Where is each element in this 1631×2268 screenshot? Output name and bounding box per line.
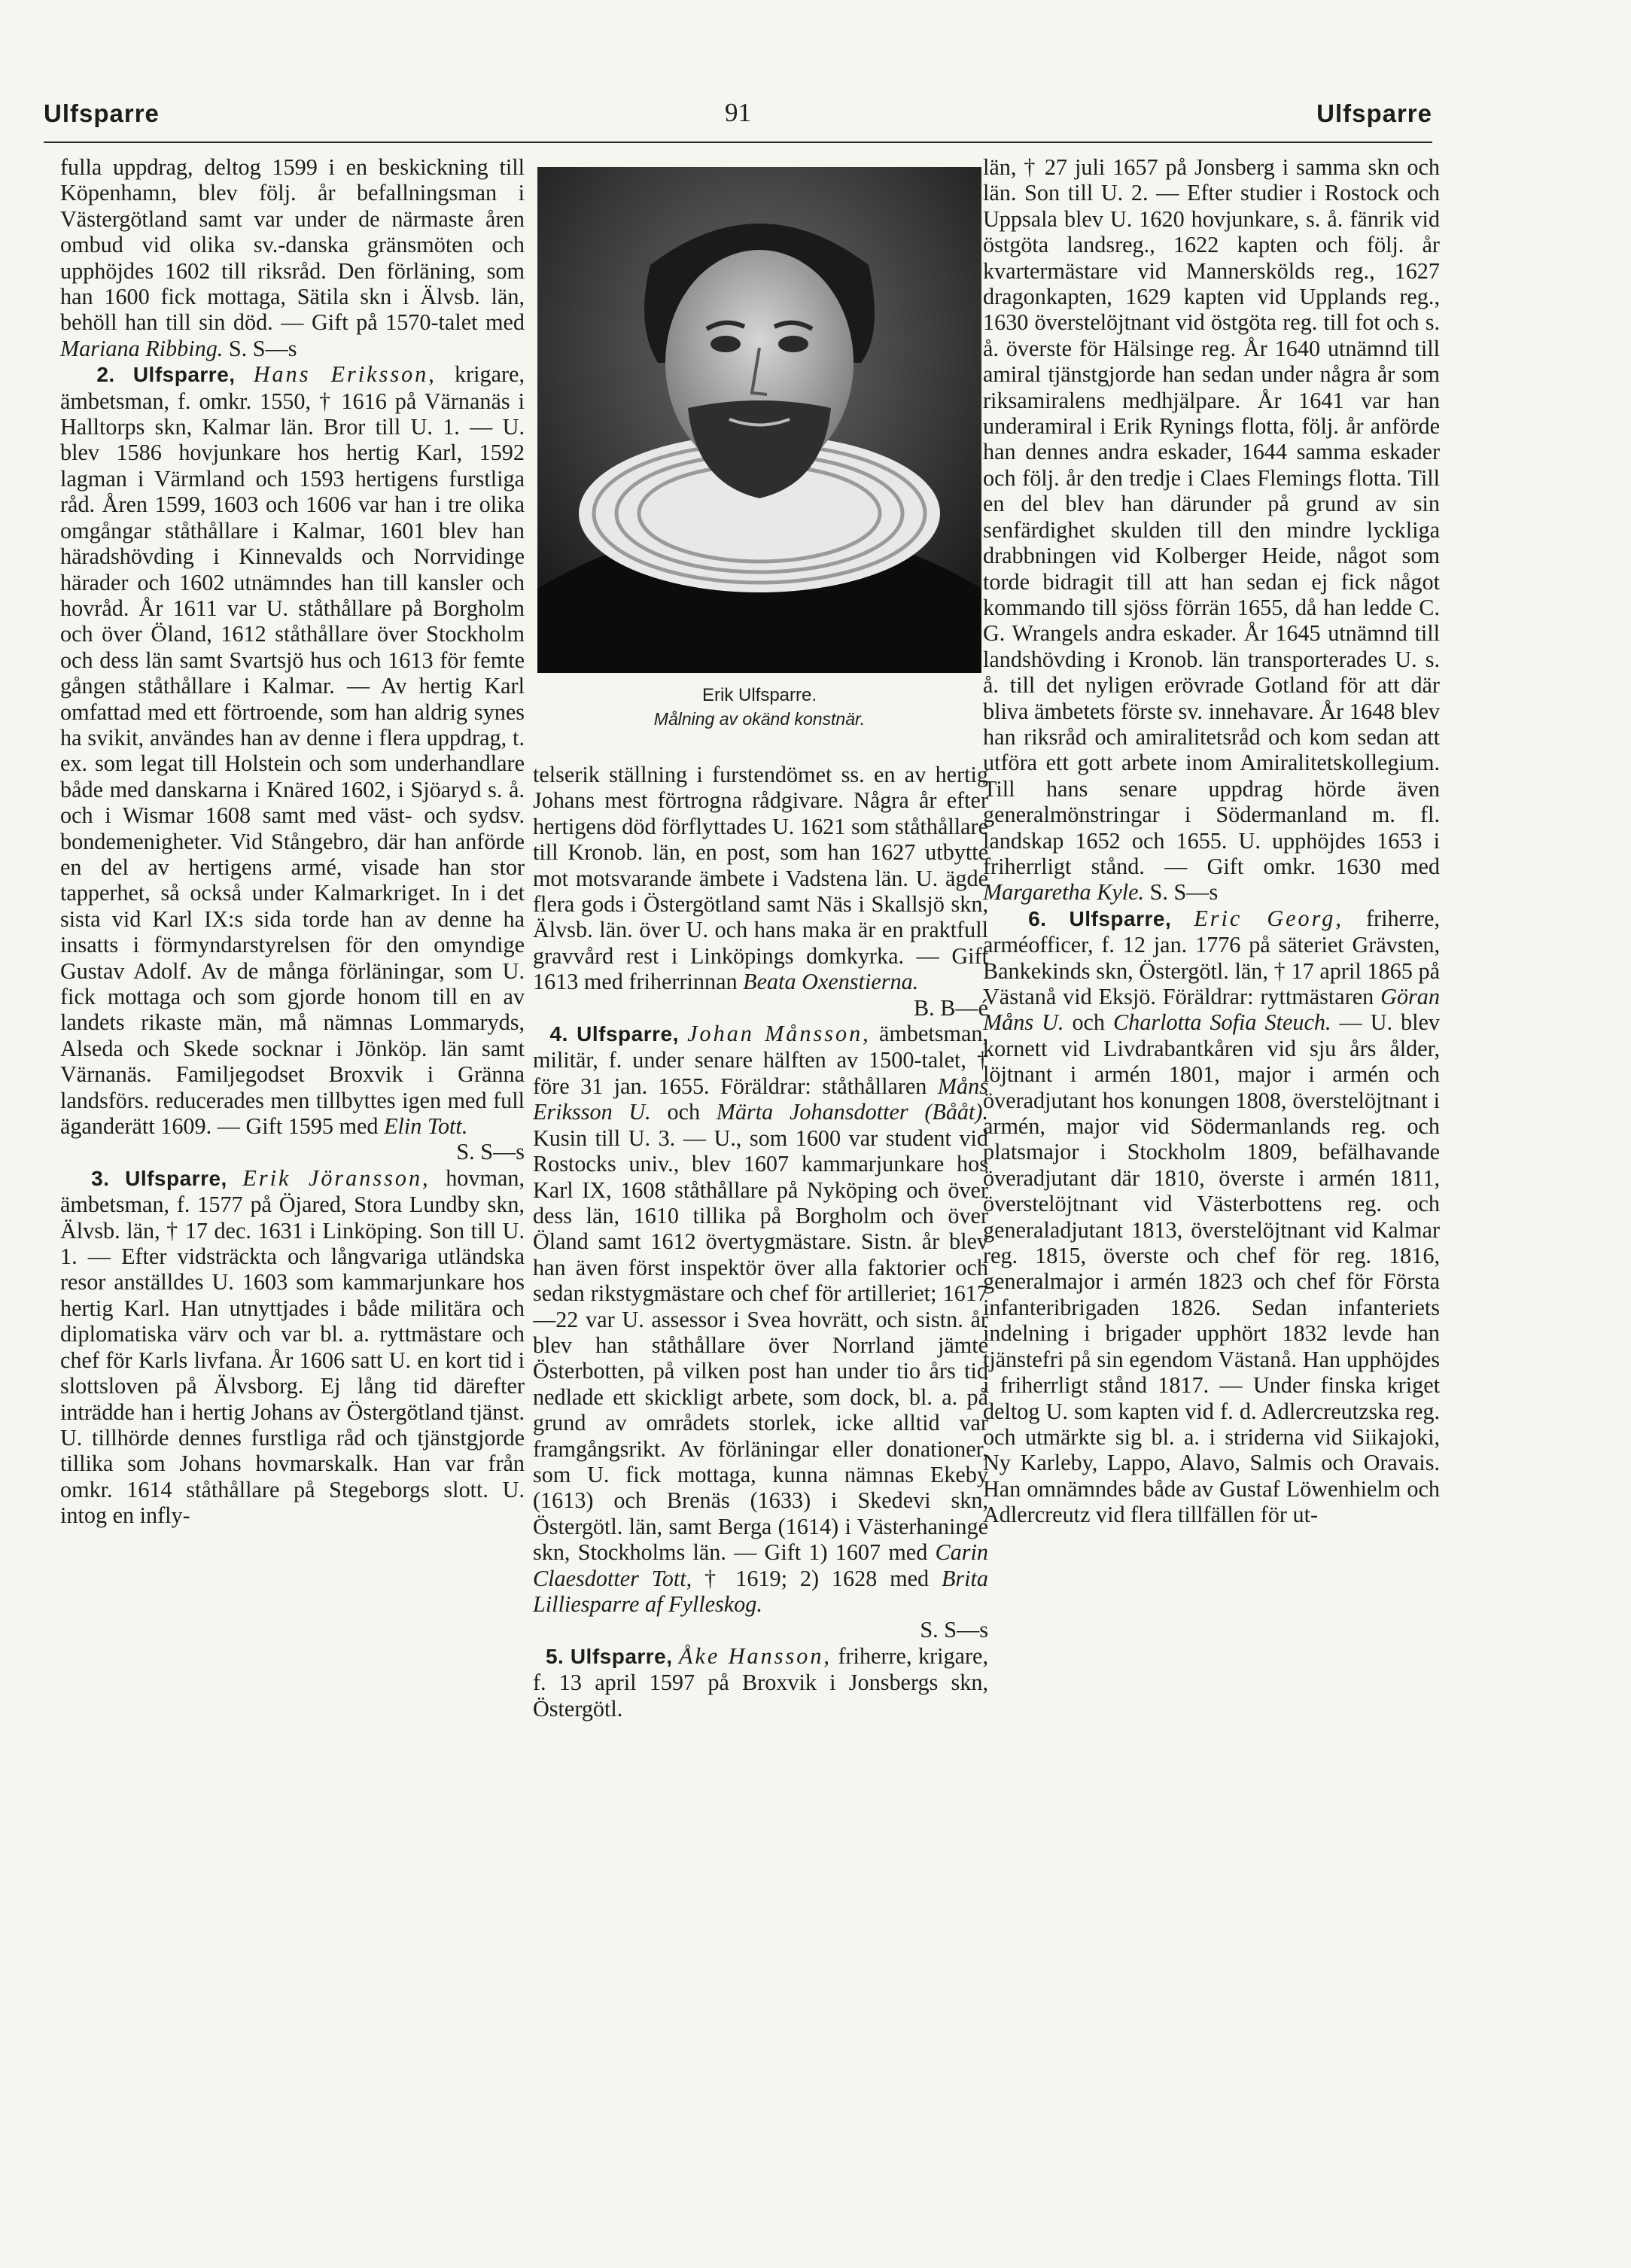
entry-number: 2. bbox=[96, 363, 115, 387]
portrait-caption: Erik Ulfsparre. bbox=[701, 685, 817, 705]
author-signature: S. S—s bbox=[920, 1617, 988, 1643]
entry-given-name: Åke Hansson, bbox=[679, 1642, 832, 1669]
column-1 bbox=[60, 154, 525, 2051]
parent-name: Charlotta Sofia Steuch. bbox=[1113, 1009, 1331, 1036]
entry-1-continuation: fulla uppdrag, deltog 1599 i en beskickning till Köpenhamn, blev följ. år befallningsman i Västergötland samt var under de närmaste åren ombud vid olika sv.-danska gränsmöten och upphöjdes 1602 till riksråd. Den förläning, som han 1600 fick mottaga, Sätila skn i Älvsb. län, behöll han till sin död. — Gift på 1570-talet med Mariana Ribbing. S. S—s bbox=[60, 154, 525, 361]
spouse-name: Brita Lilliesparre af Fylleskog. bbox=[533, 1565, 988, 1617]
author-signature: S. S—s bbox=[456, 1139, 525, 1165]
author-signature: S. S—s bbox=[1149, 879, 1219, 906]
entry-3: 3. Ulfsparre, Erik Jöransson, hovman, ämbetsman, f. 1577 på Öjared, Stora Lundby skn, Älvsb. län, † 17 dec. 1631 i Linköping. Son till U. 1. — Efter vidsträckta och långvariga utländska resor anställdes U. 1603 som kammarjunkare hos hertig Karl. Han utnyttjades i både militära och diplomatiska värv och var bl. a. ryttmästare och chef för Karls livfana. År 1606 satt U. en kort tid i slottsloven på Älvsborg. Ej lång tid därefter inträdde han i hertig Johans av Östergötland tjänst. U. tillhörde dennes furstliga råd och tjänstgjorde tillika som Johans hovmarskalk. Han var från omkr. 1614 ståthållare på Stegeborgs slott. U. intog en infly- bbox=[60, 1164, 525, 1529]
header-rule bbox=[44, 142, 1432, 143]
parent-name: Måns Eriksson U. bbox=[533, 1073, 988, 1125]
portrait-image bbox=[537, 167, 981, 673]
entry-given-name: Johan Månsson, bbox=[687, 1021, 871, 1047]
spouse-name: Margaretha Kyle. bbox=[983, 879, 1145, 906]
entry-number: 5. bbox=[545, 1644, 564, 1668]
entry-surname: Ulfsparre, bbox=[125, 1166, 227, 1190]
column-2 bbox=[533, 762, 988, 2051]
author-signature: S. S—s bbox=[228, 335, 297, 361]
portrait-credit: Målning av okänd konstnär. bbox=[653, 709, 866, 729]
page-number: 91 bbox=[725, 98, 751, 127]
entry-number: 4. bbox=[549, 1022, 568, 1046]
page-header bbox=[44, 92, 1432, 137]
spouse-name: Carin Claesdotter Tott, bbox=[533, 1539, 988, 1591]
entry-2: 2. Ulfsparre, Hans Eriksson, krigare, ämbetsman, f. omkr. 1550, † 1616 på Värnanäs i Halltorps skn, Kalmar län. Bror till U. 1. — U. blev 1586 hovjunkare hos hertig Karl, 1592 lagman i Värmland och 1593 hertigens furstliga råd. Åren 1599, 1603 och 1606 var han i tre olika omgångar ståthållare i Kalmar, 1601 blev han häradshövding i Kinnevalds och Norrvidinge härader och 1602 utnämndes han till kansler och hovråd. År 1611 var U. ståthållare på Borgholm och över Öland, 1612 ståthållare över Stockholm och dess län samt Svartsjö hus och 1613 för femte gången ståthållare i Kalmar. — Av hertig Karl omfattad med ett förtroende, som han aldrig synes ha svikit, användes han av denne i flera uppdrag, t. ex. som legat till Holstein och som underhandlare både med danskarna i Knäred 1602, i Sjöaryd s. å. och i Wismar 1608 samt med väst- och sydsv. bondemenigheter. Vid Stångebro, där han anförde en del av hertigens armé, visade han stor tapperhet, så också under Kalmarkriget. In i det sista vid Karl IX:s sida torde han av denne ha insatts i förmyndarstyrelsen för den omyndige Gustav Adolf. Av de många förläningar, som U. fick mottaga och som gjorde honom till en av landets rikaste män, må nämnas Lommaryds, Alseda och Skede socknar i Jönköp. län samt Värnanäs. Familjegodset Broxvik i Gränna landsförs. reducerades men tillbyttes igen med full äganderätt 1609. — Gift 1595 med Elin Tott. S. S—s bbox=[60, 361, 525, 1165]
entry-4: 4. Ulfsparre, Johan Månsson, ämbetsman, militär, f. under senare hälften av 1500-talet, † före 31 jan. 1655. Föräldrar: ståthållaren Måns Eriksson U. och Märta Johansdotter (Bååt). Kusin till U. 3. — U., som 1600 var student vid Rostocks univ., blev 1607 kammarjunkare hos Karl IX, 1608 ståthållare på Nyköping och över dess län, 1610 tillika på Borgholm och över Öland samt 1612 övertygmästare. Sistn. år blev han även först inspektör över alla faktorier och sedan rikstygmästare och chef för artilleriet; 1617—22 var U. assessor i Svea hovrätt, och sistn. år blev han ståthållare över Norrland jämte Österbotten, på vilken post han under tio års tid nedlade ett skickligt arbete, som dock, bl. a. på grund av områdets storlek, icke alltid var framgångsrikt. Av förläningar eller donationer, som U. fick mottaga, kunna nämnas Ekeby (1613) och Brenäs (1633) i Skedevi skn, Östergötl. län, samt Berga (1614) i Västerhaninge skn, Stockholms län. — Gift 1) 1607 med Carin Claesdotter Tott, † 1619; 2) 1628 med Brita Lilliesparre af Fylleskog. S. S—s bbox=[533, 1021, 988, 1643]
spouse-name: Mariana Ribbing. bbox=[60, 335, 224, 361]
entry-surname: Ulfsparre, bbox=[577, 1022, 679, 1046]
entry-5: 5. Ulfsparre, Åke Hansson, friherre, krigare, f. 13 april 1597 på Broxvik i Jonsbergs skn, Östergötl. bbox=[533, 1642, 988, 1722]
entry-surname: Ulfsparre, bbox=[1069, 906, 1172, 930]
parent-name: Göran Måns U. bbox=[983, 984, 1440, 1036]
entry-surname: Ulfsparre, bbox=[570, 1644, 673, 1668]
running-head-left: Ulfsparre bbox=[44, 99, 160, 127]
entry-given-name: Eric Georg, bbox=[1194, 905, 1343, 931]
entry-number: 3. bbox=[91, 1166, 110, 1190]
entry-6: 6. Ulfsparre, Eric Georg, friherre, arméofficer, f. 12 jan. 1776 på säteriet Grävsten, Bankekinds skn, Östergötl. län, † 17 april 1865 på Västanå vid Eksjö. Föräldrar: ryttmästaren Göran Måns U. och Charlotta Sofia Steuch. — U. blev kornett vid Livdrabantkåren vid sju års ålder, löjtnant i armén 1801, major i armén och överadjutant hos konungen 1808, överstelöjtnant i armén, major vid Södermanlands reg. och platsmajor i Stockholm 1809, befälhavande överadjutant där 1810, överste i armén 1811, överstelöjtnant vid Västerbottens reg. och generaladjutant 1813, överstelöjtnant vid Kalmar reg. 1815, överste och chef för reg. 1816, generalmajor i armén 1823 och chef för Första infanteribrigaden 1826. Sedan infanteriets indelning i brigader upphört 1832 levde han tjänstefri på sin egendom Västanå. Han upphöjdes i friherrligt stånd 1817. — Under finska kriget deltog U. som kapten vid f. d. Adlercreutzska reg. och utmärkte sig bl. a. i striderna vid Siikajoki, Ny Karleby, Lappo, Alavo, Salmis och Oravais. Han omnämndes både av Gustaf Löwenhielm och Adlercreutz vid flera tillfällen för ut- bbox=[983, 905, 1440, 1528]
entry-number: 6. bbox=[1028, 906, 1047, 930]
spouse-name: Beata Oxenstierna. bbox=[743, 969, 919, 995]
column-3 bbox=[983, 154, 1440, 2051]
spouse-name: Elin Tott. bbox=[384, 1113, 468, 1140]
entry-surname: Ulfsparre, bbox=[132, 363, 236, 387]
entry-given-name: Hans Eriksson, bbox=[253, 361, 437, 388]
entry-3-continuation: telserik ställning i furstendömet ss. en av hertig Johans mest förtrogna rådgivare. Några år efter hertigens död förflyttades U. 1621 som ståthållare till Kronob. län, en post, som han 1627 utbytte mot motsvarande ämbete i Vadstena län. U. ägde flera gods i Östergötland samt Näs i Skallsjö skn, Älvsb. län. över U. och hans maka är en praktfull gravvård rest i Linköpings domkyrka. — Gift 1613 med friherrinnan Beata Oxenstierna. B. B—é bbox=[533, 762, 988, 1021]
entry-5-continuation: län, † 27 juli 1657 på Jonsberg i samma skn och län. Son till U. 2. — Efter studier i Rostock och Uppsala blev U. 1620 hovjunkare, s. å. fänrik vid östgöta landsreg., 1622 kapten och följ. år kvartermästare vid Mannerskölds reg., 1627 dragonkapten, 1629 kapten vid Upplands reg., 1630 överstelöjtnant vid östgöta reg. till fot och s. å. överste för Hälsinge reg. År 1640 utnämnd till amiral tjänstgjorde han sedan under några år som riksamiralens medhjälpare. År 1641 var han underamiral i Erik Rynings flotta, följ. år anförde han dennes andra eskader, 1644 samma eskader och följ. år den tredje i Claes Flemings flotta. Till en del blev han därunder på grund av sin senfärdighet skulden till den mindre lyckliga drabbningen vid Kolberger Heide, något som torde bidragit till att han sedan ej fick något kommando till sjöss förrän 1655, då han ledde C. G. Wrangels andra eskader. År 1645 utnämnd till landshövding i Kronob. län transporterades U. s. å. till det nyligen erövrade Gotland för att där bliva ämbetets förste sv. innehavare. År 1648 blev han riksråd och amiralitetsråd och kom sedan att utföra ett gott arbete inom Amiralitetskollegium. Till hans senare uppdrag hörde även generalmönstringar i Södermanland m. fl. landskap 1652 och 1655. U. upphöjdes 1653 i friherrligt stånd. — Gift omkr. 1630 med Margaretha Kyle. S. S—s bbox=[983, 154, 1440, 906]
author-signature: B. B—é bbox=[914, 994, 988, 1021]
running-head-right: Ulfsparre bbox=[1316, 99, 1432, 127]
entry-given-name: Erik Jöransson, bbox=[242, 1164, 431, 1191]
parent-name: Märta Johansdotter (Bååt). bbox=[716, 1099, 988, 1125]
